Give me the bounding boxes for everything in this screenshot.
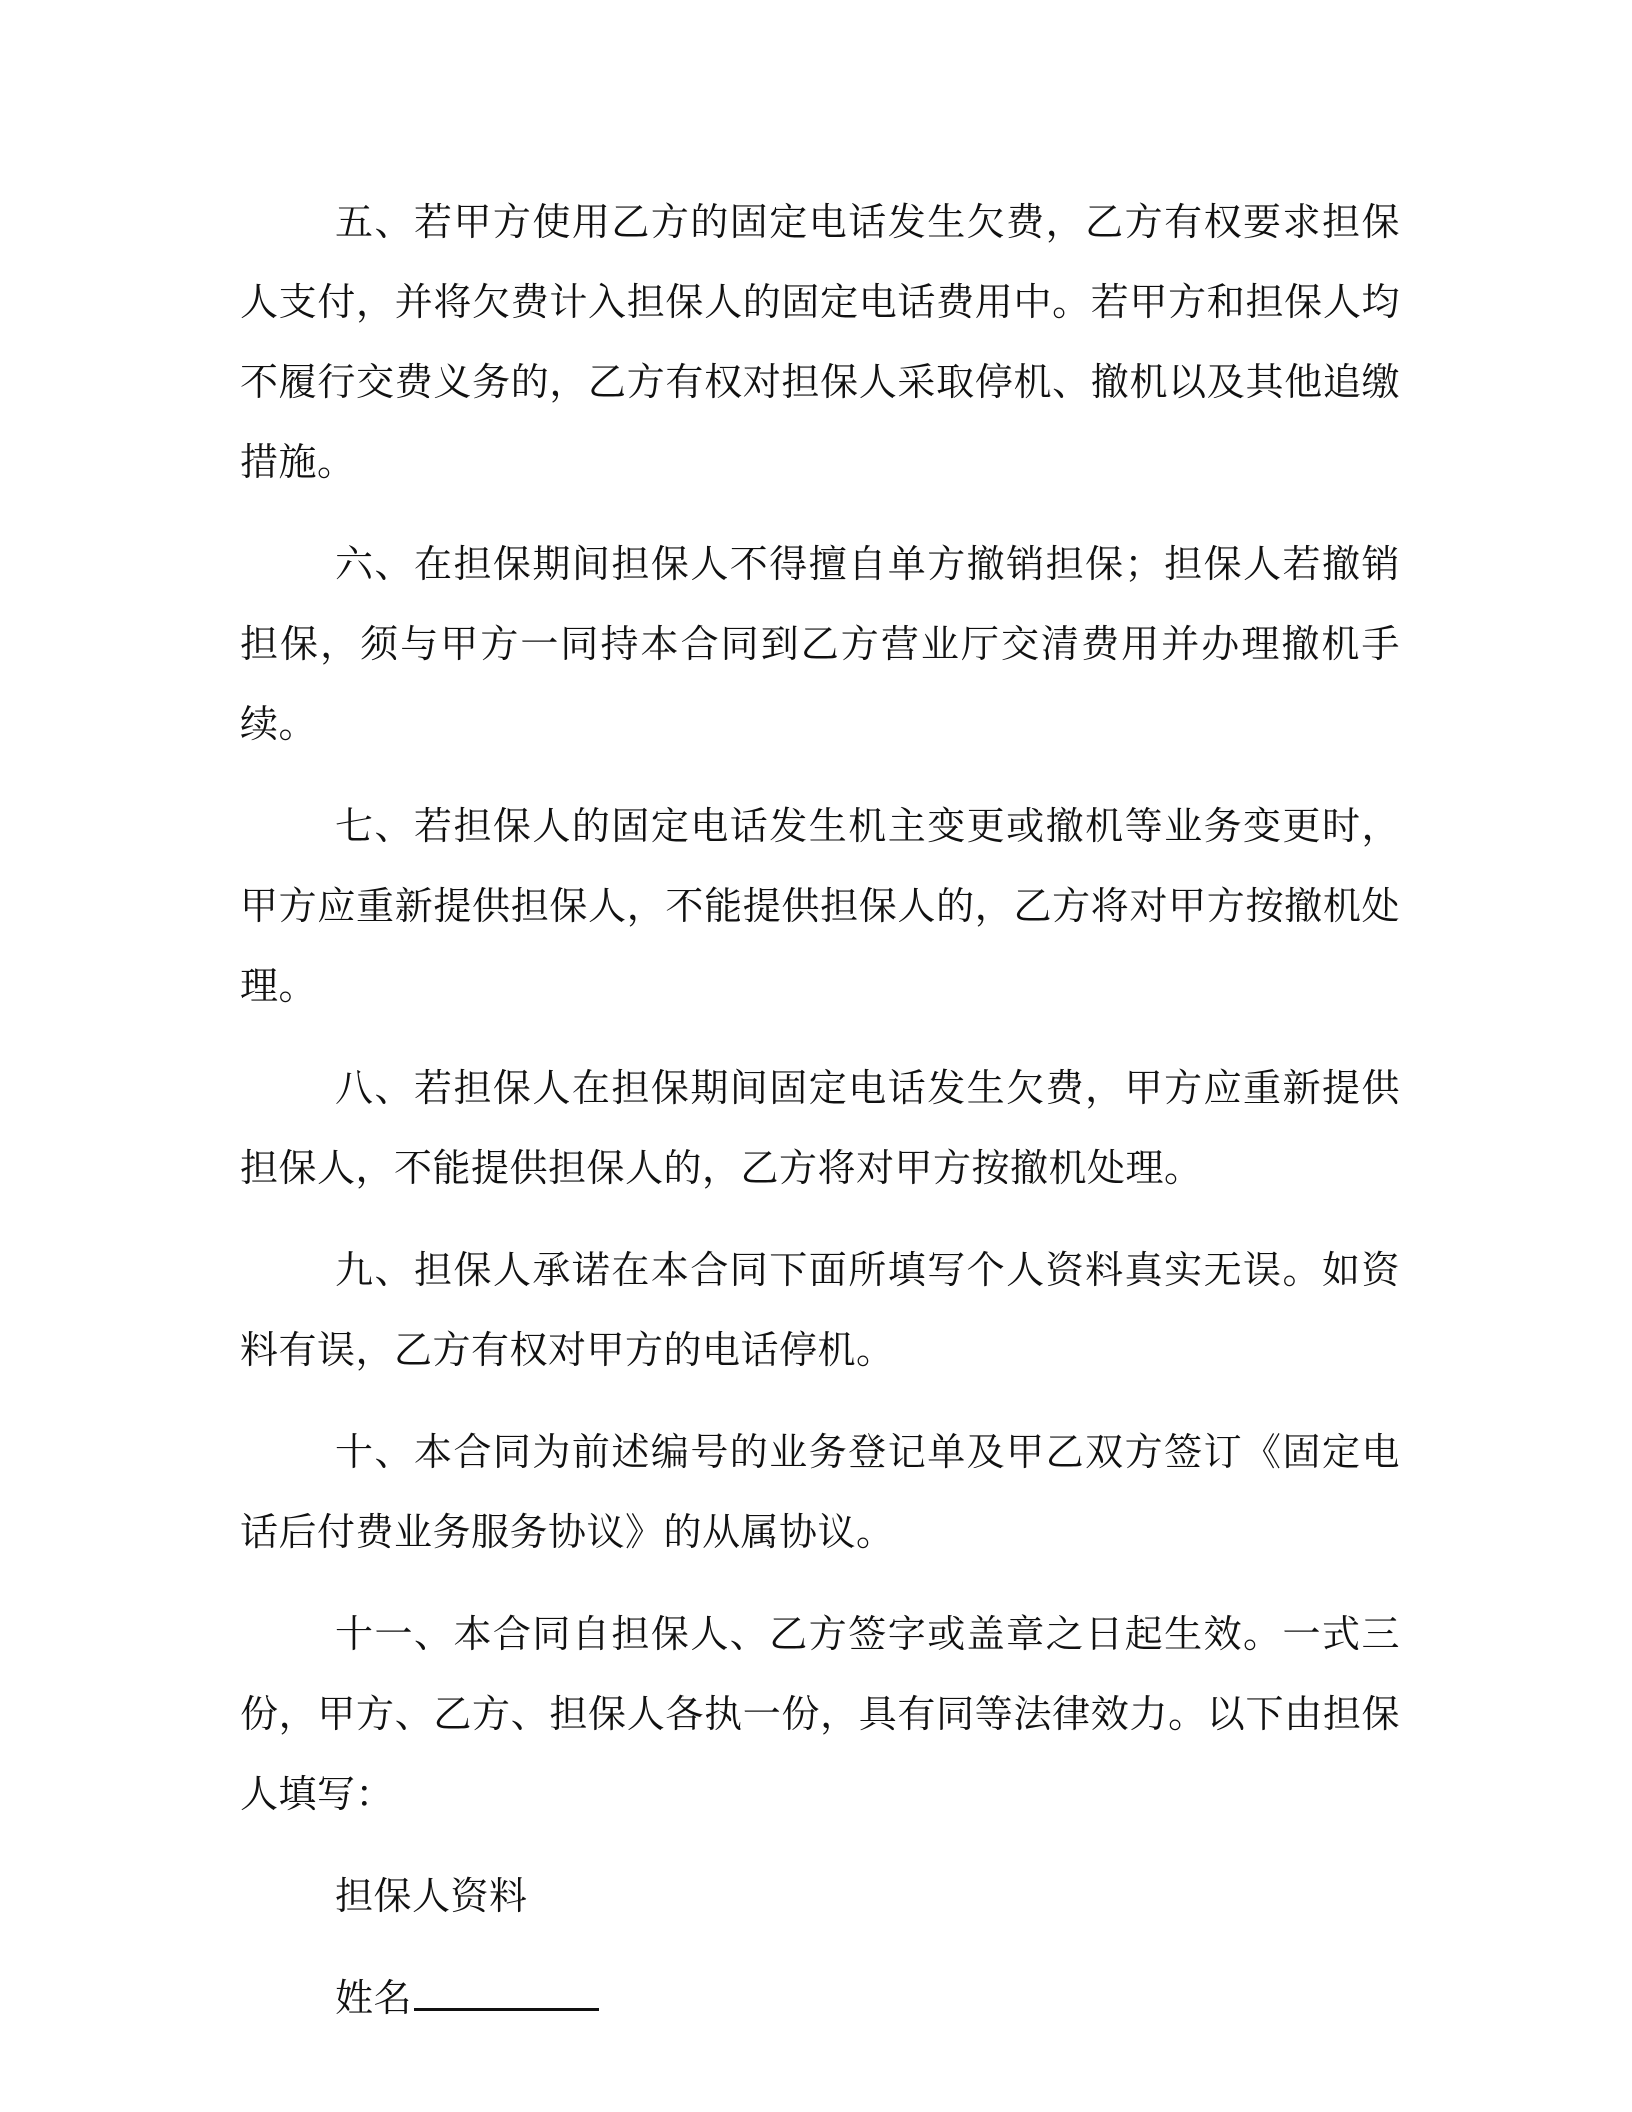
name-field-row — [240, 1958, 1400, 2038]
clause-5: 五、若甲方使用乙方的固定电话发生欠费，乙方有权要求担保人支付，并将欠费计入担保人的固定电话费用中。若甲方和担保人均不履行交费义务的，乙方有权对担保人采取停机、撤机以及其他追缴措施。 — [240, 200, 1400, 484]
clause-11: 十一、本合同自担保人、乙方签字或盖章之日起生效。一式三份，甲方、乙方、担保人各执一份，具有同等法律效力。以下由担保人填写： — [240, 1612, 1400, 1816]
clause-6: 六、在担保期间担保人不得擅自单方撤销担保；担保人若撤销担保，须与甲方一同持本合同到乙方营业厅交清费用并办理撤机手续。 — [240, 542, 1400, 746]
name-label: 姓名 — [335, 1976, 413, 2020]
guarantor-info-heading: 担保人资料 — [335, 1874, 528, 1918]
clause-7: 七、若担保人的固定电话发生机主变更或撤机等业务变更时，甲方应重新提供担保人，不能提供担保人的，乙方将对甲方按撤机处理。 — [240, 804, 1400, 1008]
clause-8: 八、若担保人在担保期间固定电话发生欠费，甲方应重新提供担保人，不能提供担保人的，乙方将对甲方按撤机处理。 — [240, 1066, 1400, 1190]
clause-10: 十、本合同为前述编号的业务登记单及甲乙双方签订《固定电话后付费业务服务协议》的从属协议。 — [240, 1430, 1400, 1554]
name-blank-line — [414, 1978, 599, 2011]
document-body — [240, 182, 1400, 2060]
clause-9: 九、担保人承诺在本合同下面所填写个人资料真实无误。如资料有误，乙方有权对甲方的电话停机。 — [240, 1248, 1400, 1372]
